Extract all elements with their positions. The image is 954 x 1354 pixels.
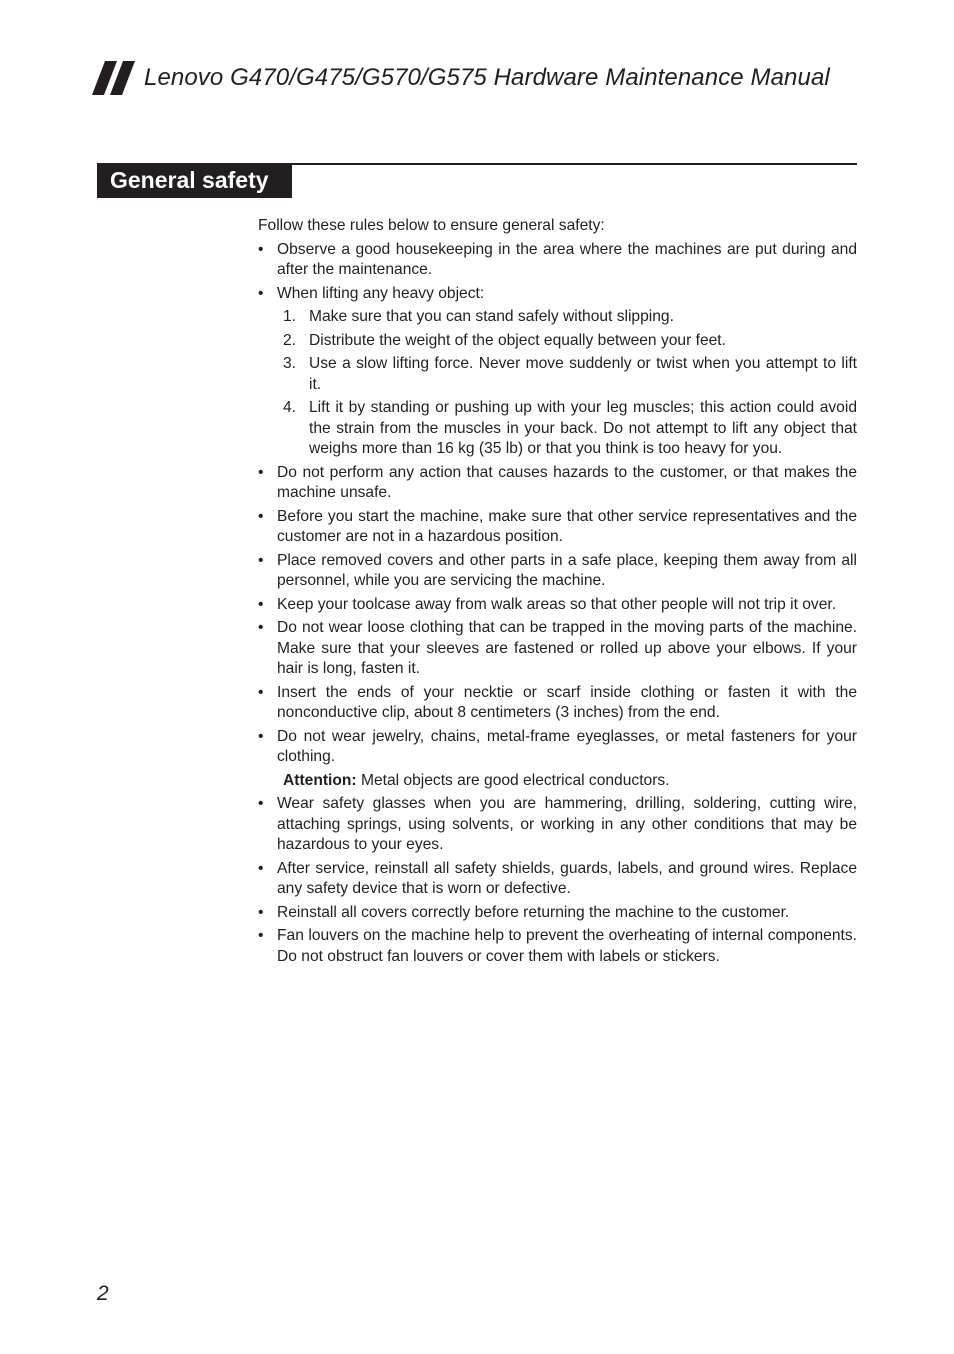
step-item bbox=[277, 307, 857, 328]
step-text: Lift it by standing or pushing up with your leg muscles; this action could avoid the strain from the muscles in your back. Do not attempt to lift any object that weighs more than 16 kg (35 lb) or that you think is too heavy for you. bbox=[309, 399, 857, 457]
list-item-text: Place removed covers and other parts in a safe place, keeping them away from all personnel, while you are servicing the machine. bbox=[277, 551, 857, 589]
step-number: 2. bbox=[283, 331, 297, 349]
bullet-icon: • bbox=[258, 795, 264, 812]
page-number: 2 bbox=[97, 1282, 109, 1305]
list-item bbox=[258, 859, 857, 900]
bullet-icon: • bbox=[258, 595, 264, 613]
list-item bbox=[258, 683, 857, 724]
step-item bbox=[277, 398, 857, 460]
section-divider bbox=[292, 163, 857, 165]
step-item bbox=[277, 354, 857, 395]
safety-rule-list bbox=[258, 240, 857, 968]
bullet-icon: • bbox=[258, 927, 264, 944]
intro-text: Follow these rules below to ensure general safety: bbox=[258, 217, 605, 234]
page-header bbox=[92, 60, 830, 96]
lifting-steps bbox=[277, 307, 857, 460]
list-item bbox=[258, 794, 857, 856]
list-item bbox=[258, 727, 857, 792]
list-item bbox=[258, 284, 857, 460]
list-item bbox=[258, 240, 857, 281]
bullet-icon: • bbox=[258, 463, 264, 481]
list-item-text: Do not perform any action that causes hazards to the customer, or that makes the machine unsafe. bbox=[277, 463, 857, 501]
step-text: Make sure that you can stand safely without slipping. bbox=[309, 308, 674, 325]
bullet-icon: • bbox=[258, 727, 264, 745]
list-item bbox=[258, 903, 857, 924]
list-item-text: Observe a good housekeeping in the area where the machines are put during and after the maintenance. bbox=[277, 240, 857, 278]
bullet-icon: • bbox=[258, 619, 264, 636]
safety-rules bbox=[258, 216, 857, 970]
bullet-icon: • bbox=[258, 551, 264, 569]
double-slash-logo-icon bbox=[92, 61, 136, 95]
list-item bbox=[258, 595, 857, 616]
step-number: 3. bbox=[283, 355, 297, 372]
list-item bbox=[258, 926, 857, 967]
step-item bbox=[277, 331, 857, 352]
list-item bbox=[258, 463, 857, 504]
list-item-text: After service, reinstall all safety shields, guards, labels, and ground wires. Replace any safety device that is worn or defective. bbox=[277, 859, 857, 897]
attention-note bbox=[283, 771, 857, 792]
list-item-text: Wear safety glasses when you are hammering, drilling, soldering, cutting wire, attaching springs, using solvents, or working in any other conditions that may be hazardous to your eyes. bbox=[277, 795, 857, 853]
bullet-icon: • bbox=[258, 683, 264, 701]
list-item-text: Before you start the machine, make sure that other service representatives and the customer are not in a hazardous position. bbox=[277, 507, 857, 545]
section-title: General safety bbox=[97, 163, 292, 198]
list-item bbox=[258, 618, 857, 680]
bullet-icon: • bbox=[258, 240, 264, 258]
step-number: 4. bbox=[283, 399, 297, 416]
step-number: 1. bbox=[283, 308, 297, 325]
step-text: Distribute the weight of the object equally between your feet. bbox=[309, 331, 726, 349]
list-item bbox=[258, 507, 857, 548]
bullet-icon: • bbox=[258, 507, 264, 525]
bullet-icon: • bbox=[258, 859, 264, 877]
attention-text: Metal objects are good electrical conductors. bbox=[356, 771, 670, 789]
list-item bbox=[258, 551, 857, 592]
list-item-text: Insert the ends of your necktie or scarf inside clothing or fasten it with the nonconductive clip, about 8 centimeters (3 inches) from the end. bbox=[277, 683, 857, 721]
manual-title: Lenovo G470/G475/G570/G575 Hardware Maintenance Manual bbox=[144, 64, 830, 91]
step-text: Use a slow lifting force. Never move suddenly or twist when you attempt to lift it. bbox=[309, 355, 857, 393]
list-item-text: Do not wear loose clothing that can be trapped in the moving parts of the machine. Make sure that your sleeves are fastened or rolled up above your elbows. If your hair is long, fasten it. bbox=[277, 619, 857, 677]
list-item-text: Reinstall all covers correctly before returning the machine to the customer. bbox=[277, 903, 790, 921]
attention-label: Attention: bbox=[283, 771, 357, 789]
list-item-text: Fan louvers on the machine help to prevent the overheating of internal components. Do not obstruct fan louvers or cover them with labels or stickers. bbox=[277, 927, 857, 965]
bullet-icon: • bbox=[258, 284, 264, 302]
list-item-text: Keep your toolcase away from walk areas so that other people will not trip it over. bbox=[277, 595, 837, 613]
list-item-text: Do not wear jewelry, chains, metal-frame eyeglasses, or metal fasteners for your clothing. bbox=[277, 727, 857, 765]
bullet-icon: • bbox=[258, 903, 264, 921]
list-item-text: When lifting any heavy object: bbox=[277, 284, 485, 302]
